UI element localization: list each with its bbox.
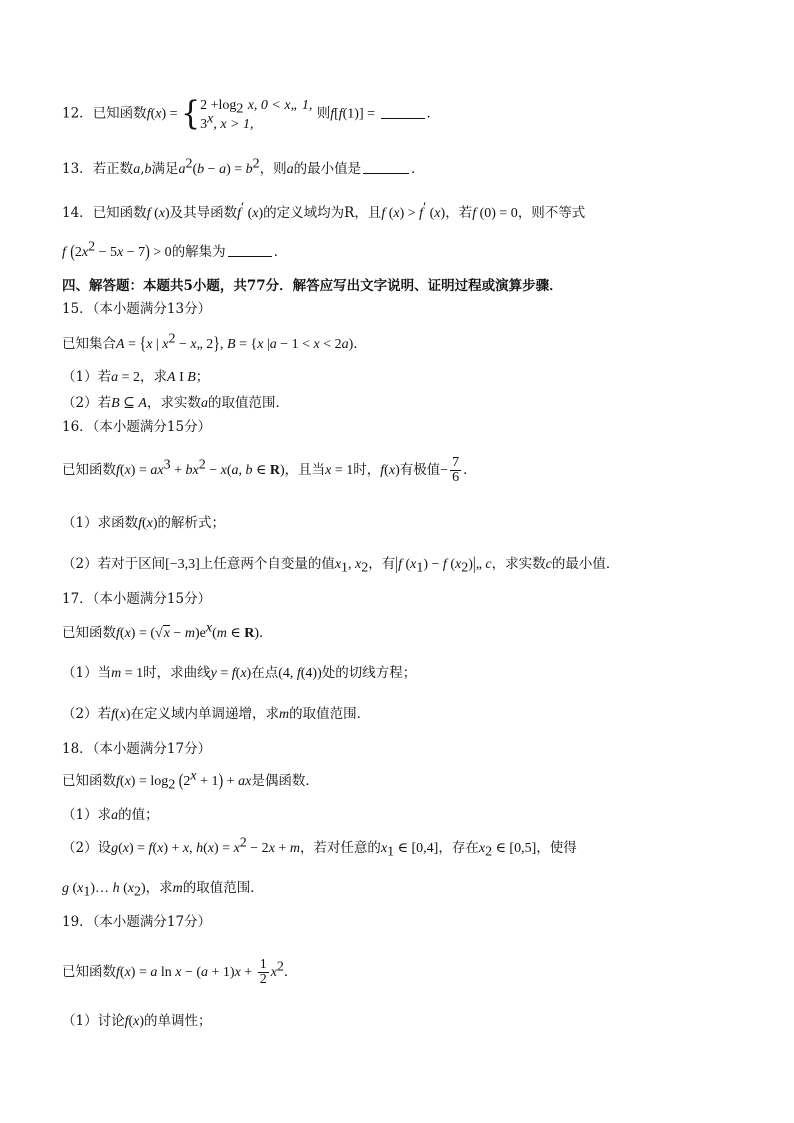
question-17-header: 17．（本小题满分15分） [62,591,212,607]
question-number: 12． [62,105,93,122]
question-19-header: 19．（本小题满分17分） [62,914,212,930]
question-15: 已知集合A = {x | $x^2$ − x„ 2}, B = {x |a − 1 < x < 2a)． [62,331,367,355]
question-18-part-2-cont: g $(x_1)\dots$ h $(x_2)$，求m的取值范围． [62,880,264,900]
answer-blank[interactable] [381,106,425,119]
question-16-part-1: （1）求函数f(x)的解析式； [62,515,226,531]
question-17-part-1: （1）当m = 1时，求曲线y = f(x)在点(4, f(4))处的切线方程； [62,665,417,681]
answer-blank[interactable] [228,244,272,257]
question-16-header: 16．（本小题满分15分） [62,419,212,435]
question-14-cont: f $(2x^2 - 5x - 7) > 0$的解集为 ． [62,239,288,263]
question-15-part-2: （2）若B ⊆ A，求实数a的取值范围． [62,395,289,411]
question-16: 已知函数$f(x) = ax^3 + bx^2 - x(a$, b ∈ R)，且当x = 1时，f(x)有极值− $\frac{7}{6}$ ． [62,455,477,485]
question-14: 14．已知函数f (x)及其导函数f′ (x)的定义域均为R，且f (x) > f′ (x)，若f (0) = 0，则不等式 [62,200,586,221]
question-number: 14． [62,205,93,221]
question-number: 13． [62,161,93,177]
question-13: 13．若正数a,b满足$a^2(b - a) = b^2$，则a的最小值是 ． [62,156,425,177]
fraction: $\frac{7}{6}$ [452,455,460,485]
piecewise-function: { $2 +\log_2$ x, 0 < x„ 1, 3$^x$, x > 1, [181,94,313,133]
question-18: 已知函数$f(x) = \log_2 (2^x + 1)$ + ax是偶函数． [62,768,319,793]
question-12: 12．已知函数f(x) = { $2 +\log_2$ x, 0 < x„ 1, 3$^x$, x > 1, 则f[f(1)] = ． [62,94,441,133]
answer-blank[interactable] [363,161,409,174]
question-18-header: 18．（本小题满分17分） [62,741,212,757]
question-17: 已知函数$f(x) = (√x - m)e^x(m$ ∈ R)． [62,620,273,641]
question-17-part-2: （2）若f(x)在定义域内单调递增，求m的取值范围． [62,706,371,722]
question-19: 已知函数f(x) = a ln x − (a + 1)x + $\frac{1}{2}$ $x^2$． [62,957,298,987]
section-heading: 四、解答题：本题共5小题，共77分．解答应写出文字说明、证明过程或演算步骤． [62,278,563,294]
question-15-header: 15．（本小题满分13分） [62,301,212,317]
question-19-part-1: （1）讨论f(x)的单调性； [62,1013,212,1029]
question-18-part-1: （1）求a的值； [62,807,159,823]
question-16-part-2: （2）若对于区间[−3,3]上任意两个自变量的值$x_1$, $x_2$，有|f $(x_1) - f$ $(x_2)|„$ c，求实数c的最小值． [62,554,620,576]
fraction: $\frac{1}{2}$ [259,957,267,987]
question-15-part-1: （1）若a = 2，求A I B； [62,369,210,385]
question-text: 已知函数 [92,105,147,122]
question-18-part-2: （2）设g(x) = f(x) + x, $h(x) = x^2 - 2x + m$，若对任意的$x_1$ ∈ [0,4]，存在$x_2$ ∈ [0,5]，使得 [62,835,577,860]
